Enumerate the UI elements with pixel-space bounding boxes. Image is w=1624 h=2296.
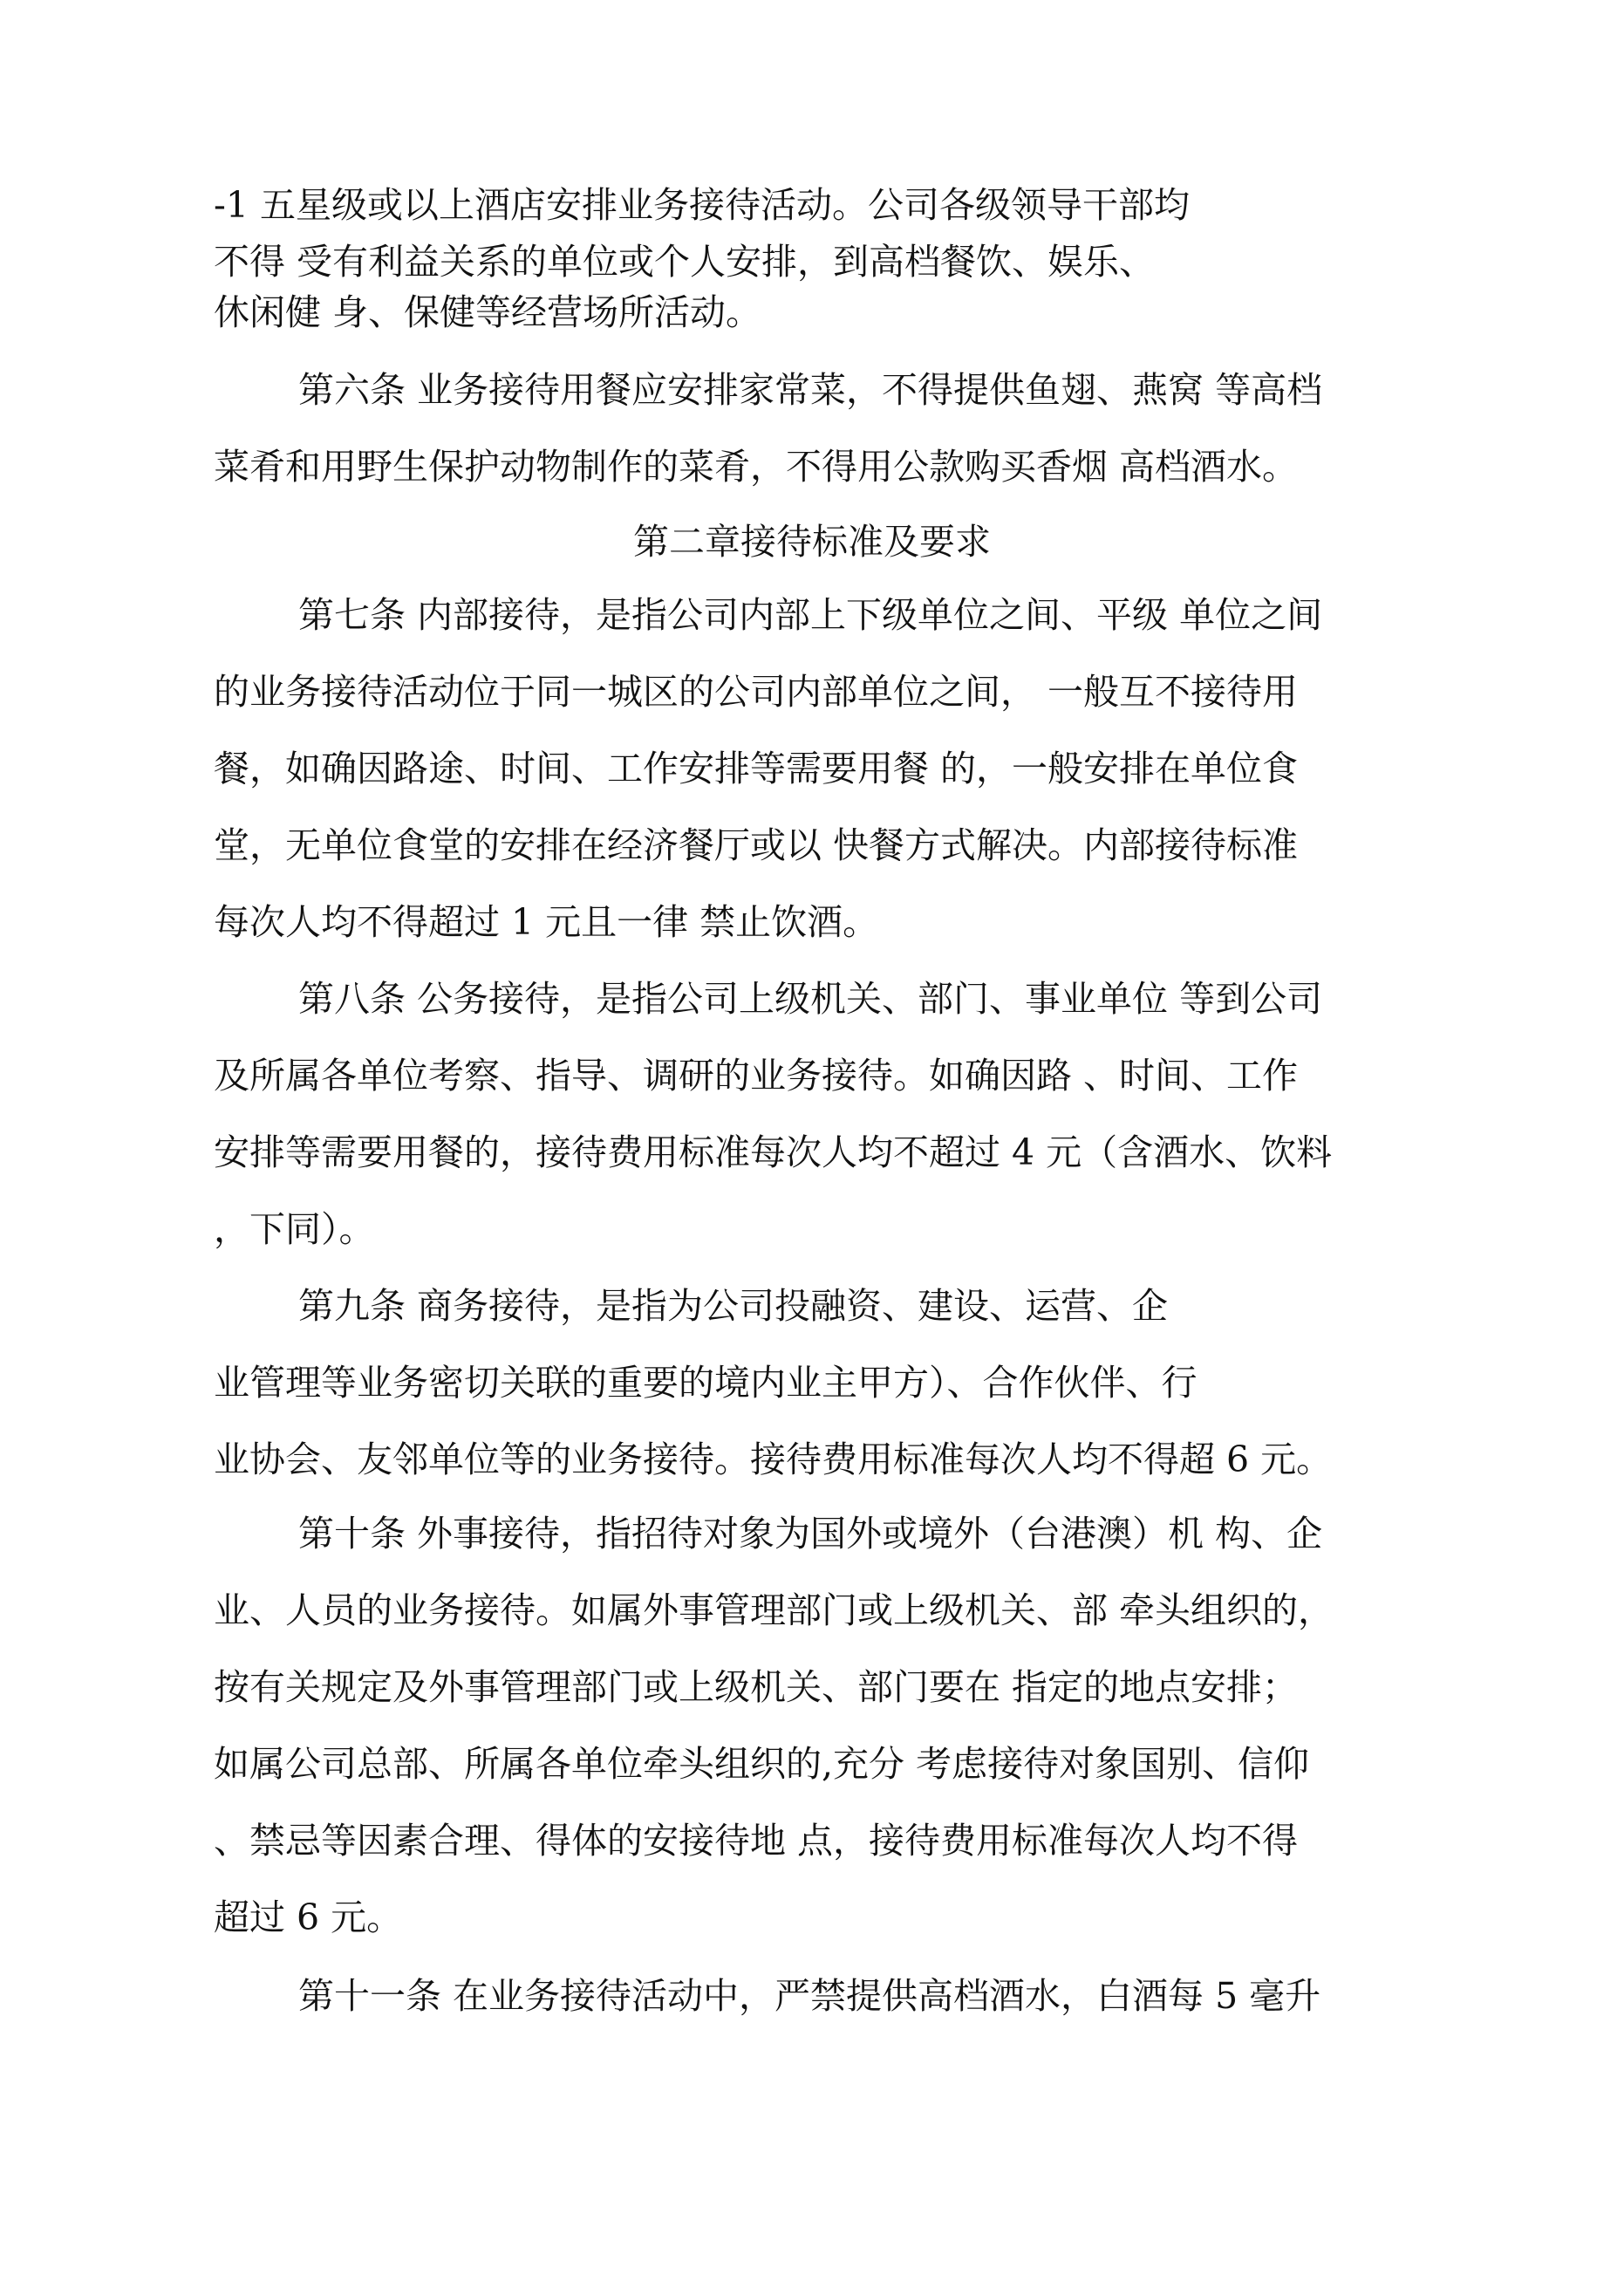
text-line: 不得 受有利益关系的单位或个人安排，到高档餐饮、娱乐、 — [214, 241, 1156, 283]
article-6-line: 第六条 业务接待用餐应安排家常菜，不得提供鱼翅、燕窝 等高档 — [298, 369, 1323, 411]
text-line: 每次人均不得超过 1 元且一律 禁止饮酒。 — [214, 901, 879, 943]
text-line: 餐，如确因路途、时间、工作安排等需要用餐 的，一般安排在单位食 — [214, 748, 1299, 789]
text-line: 按有关规定及外事管理部门或上级机关、部门要在 指定的地点安排； — [214, 1666, 1299, 1708]
text-line: 如属公司总部、所属各单位牵头组织的,充分 考虑接待对象国别、信仰 — [214, 1743, 1310, 1785]
text-line: -1 五星级或以上酒店安排业务接待活动。公司各级领导干部均 — [214, 184, 1190, 226]
article-8-line: 第八条 公务接待，是指公司上级机关、部门、事业单位 等到公司 — [298, 978, 1323, 1020]
chapter-heading: 第二章接待标准及要求 — [633, 521, 991, 563]
article-11-line: 第十一条 在业务接待活动中，严禁提供高档酒水，白酒每 5 毫升 — [298, 1975, 1321, 2017]
text-line: ，下同）。 — [214, 1208, 375, 1250]
text-line: 业协会、友邻单位等的业务接待。接待费用标准每次人均不得超 6 元。 — [214, 1438, 1333, 1480]
text-line: 菜肴和用野生保护动物制作的菜肴，不得用公款购买香烟 高档酒水。 — [214, 446, 1299, 488]
text-line: 超过 6 元。 — [214, 1896, 403, 1938]
text-line: 的业务接待活动位于同一城区的公司内部单位之间， 一般互不接待用 — [214, 671, 1299, 713]
text-line: 安排等需要用餐的，接待费用标准每次人均不超过 4 元（含酒水、饮料 — [214, 1131, 1333, 1173]
text-line: 、禁忌等因素合理、得体的安接待地 点，接待费用标准每次人均不得 — [214, 1820, 1299, 1862]
article-7-line: 第七条 内部接待，是指公司内部上下级单位之间、平级 单位之间 — [298, 594, 1323, 636]
text-line: 业管理等业务密切关联的重要的境内业主甲方）、合作伙伴、行 — [214, 1362, 1198, 1404]
article-10-line: 第十条 外事接待，指招待对象为国外或境外（台港澳）机 构、企 — [298, 1513, 1323, 1555]
text-line: 休闲健 身、保健等经营场所活动。 — [214, 291, 762, 333]
text-line: 业、人员的业务接待。如属外事管理部门或上级机关、部 牵头组织的， — [214, 1589, 1334, 1631]
article-9-line: 第九条 商务接待，是指为公司投融资、建设、运营、企 — [298, 1285, 1169, 1327]
text-line: 堂，无单位食堂的安排在经济餐厅或以 快餐方式解决。内部接待标准 — [214, 824, 1299, 866]
text-line: 及所属各单位考察、指导、调研的业务接待。如确因路 、时间、工作 — [214, 1055, 1299, 1097]
